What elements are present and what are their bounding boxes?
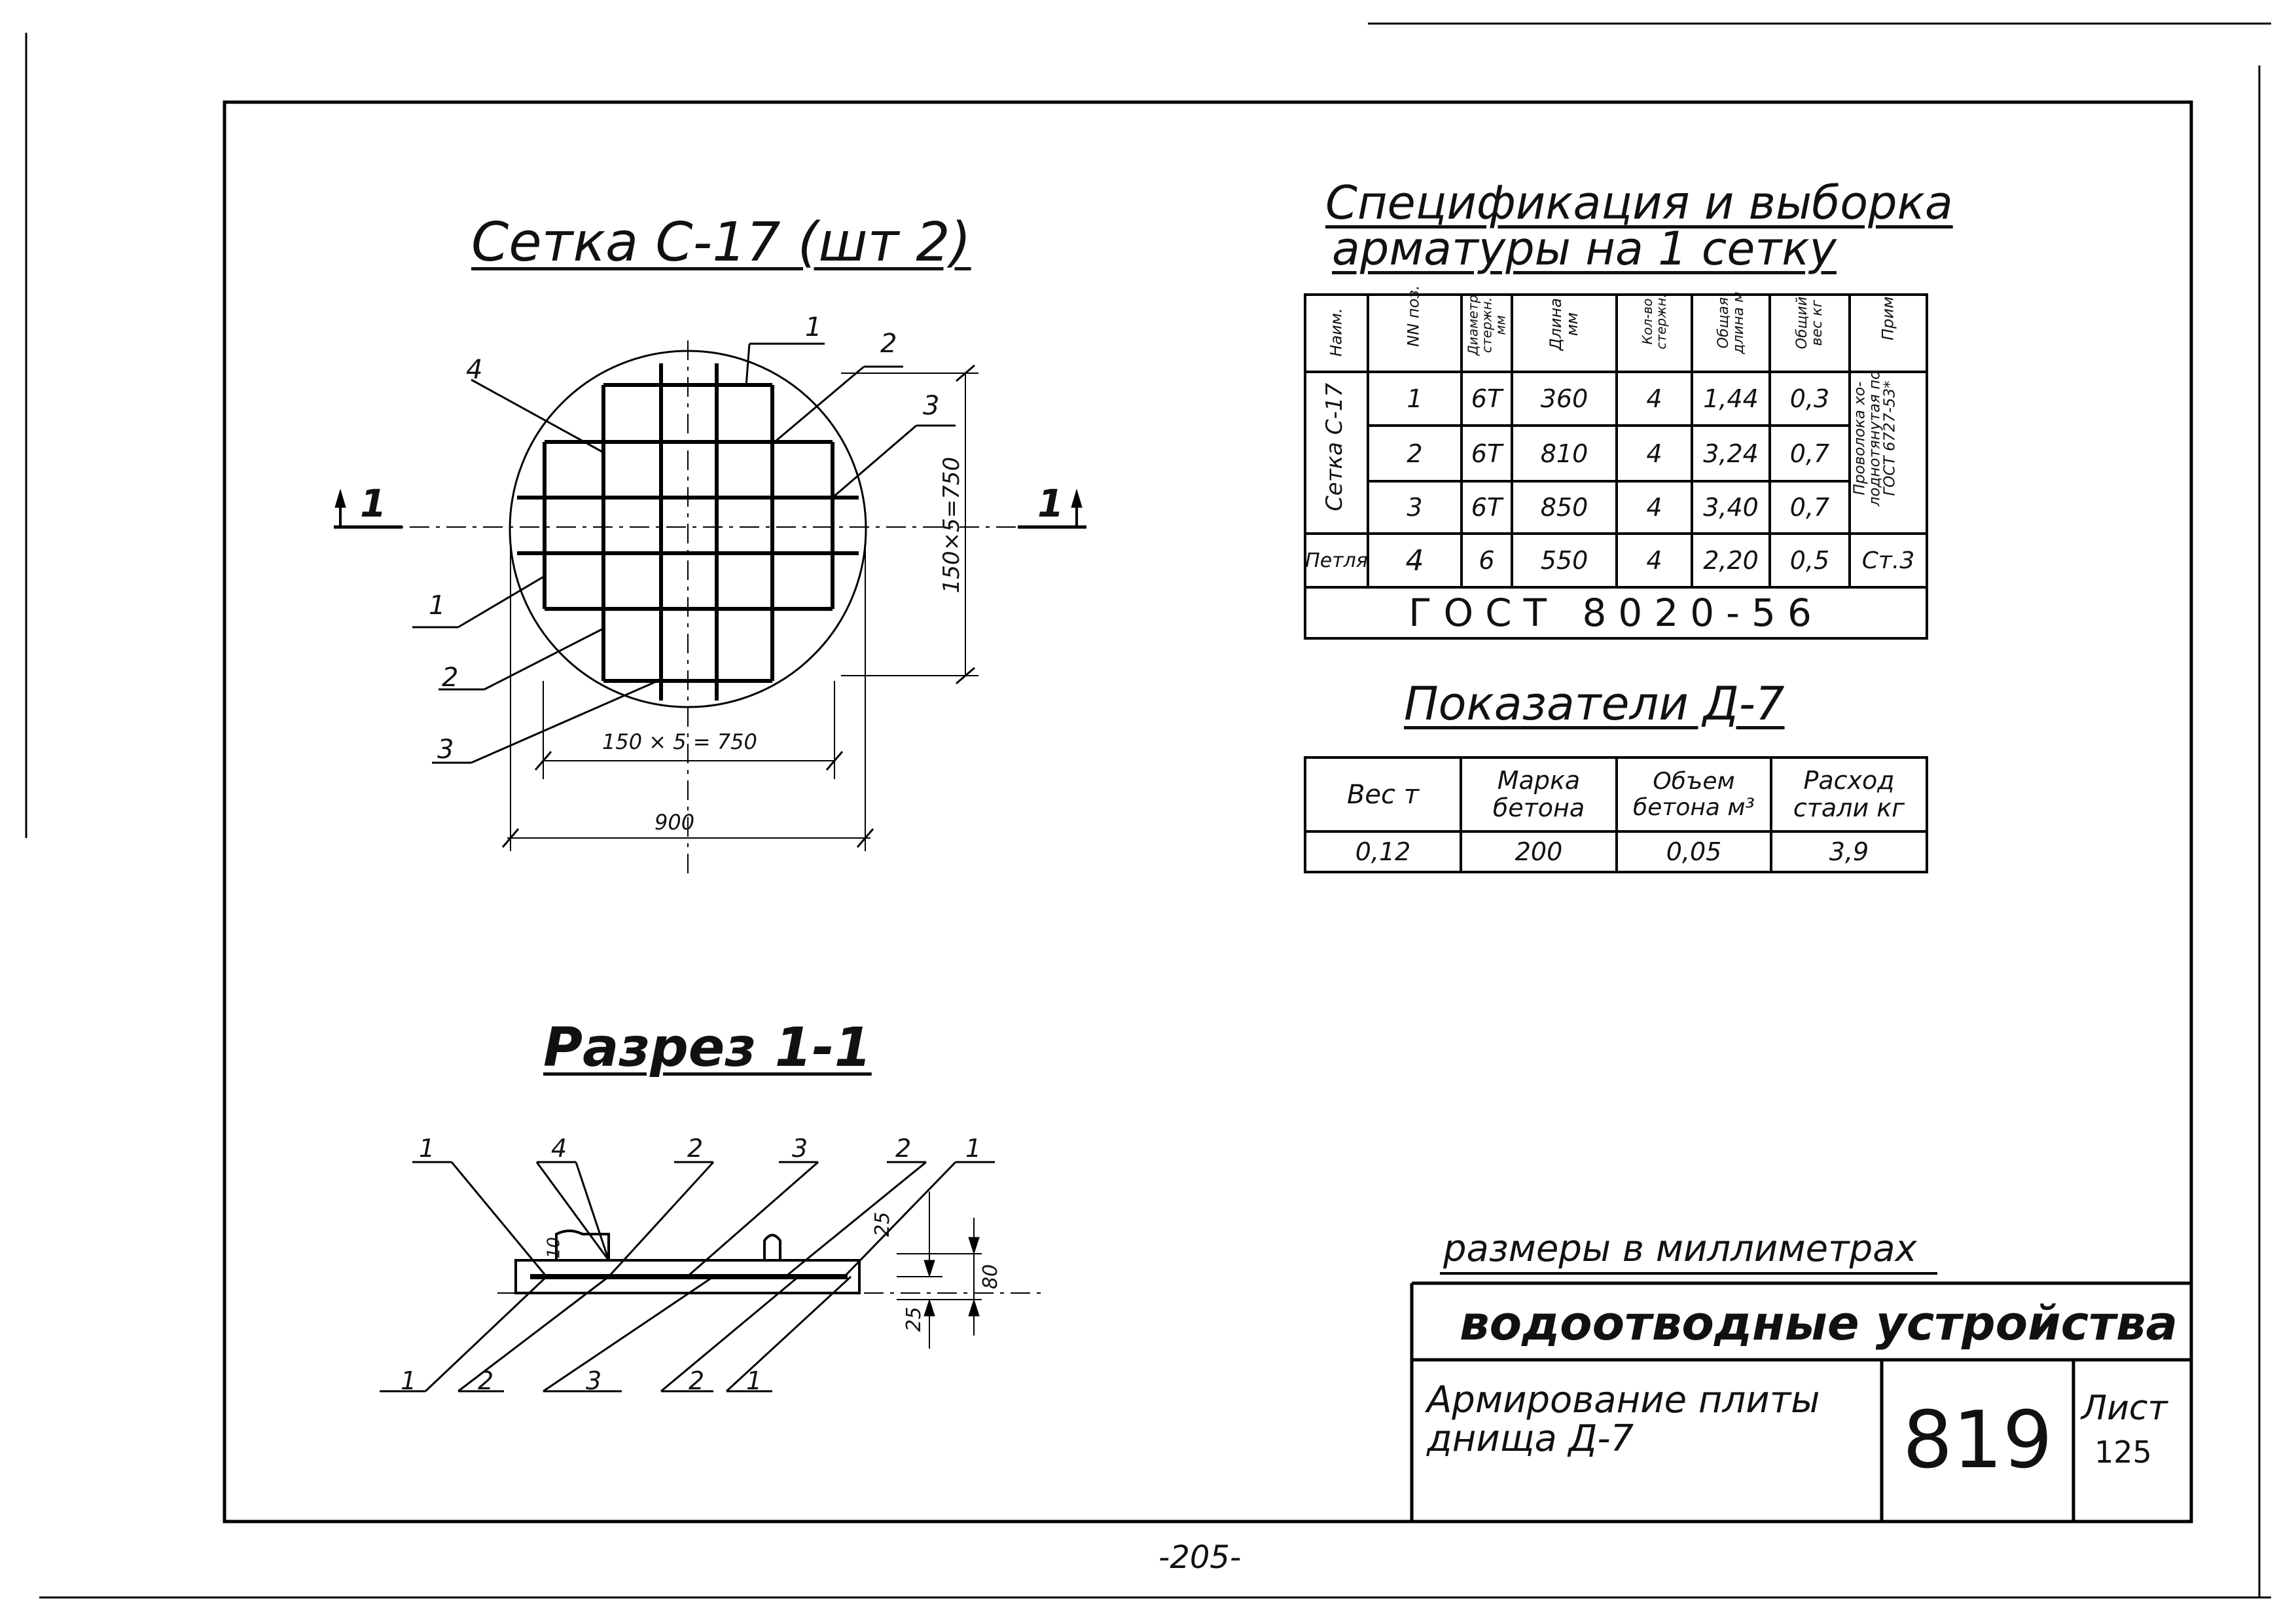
title-block-sheet-number: 125: [2094, 1434, 2152, 1470]
spec-loop-totlen: 2,20: [1703, 546, 1759, 575]
sec-top-2b: 2: [895, 1134, 912, 1163]
page-number: -205-: [1158, 1539, 1242, 1576]
sec-dim-10: 10: [544, 1237, 564, 1259]
leader-label-1b: 1: [429, 591, 446, 621]
title-block-name: Армирование плиты днища Д-7: [1427, 1379, 1820, 1460]
spec-loop-qty: 4: [1646, 546, 1662, 575]
sec-bot-1: 1: [401, 1366, 417, 1395]
spec-header-qty: Кол-во стержн.: [1640, 293, 1669, 350]
ind-value-volume: 0,05: [1666, 837, 1722, 866]
sec-dim-25-bottom: 25: [903, 1306, 926, 1332]
ind-header-steel: Расход стали кг: [1793, 765, 1905, 822]
spec-title-line1: Спецификация и выборка: [1325, 176, 1953, 230]
leader-label-1: 1: [805, 312, 822, 342]
spec-r2-pos: 2: [1407, 439, 1423, 468]
leader-label-2b: 2: [442, 663, 459, 693]
spec-r1-weight: 0,3: [1789, 384, 1830, 413]
spec-header-name: Наим.: [1327, 308, 1346, 357]
sec-dim-80: 80: [979, 1264, 1003, 1290]
dim-vertical: 150×5=750: [939, 456, 965, 594]
leader-label-2: 2: [880, 329, 897, 359]
spec-header-note: Прим.: [1878, 291, 1897, 340]
spec-r2-weight: 0,7: [1789, 439, 1830, 468]
spec-header-weight: Общий вес кг: [1793, 297, 1825, 350]
sec-top-3: 3: [792, 1134, 808, 1163]
title-block-sheet-label: Лист: [2081, 1389, 2168, 1428]
title-block-number: 819: [1902, 1395, 2053, 1486]
mesh-title: Сетка С-17 (шт 2): [471, 211, 971, 274]
section-mark-left: 1: [360, 481, 387, 526]
spec-r3-len: 850: [1540, 493, 1588, 522]
spec-r2-qty: 4: [1646, 439, 1662, 468]
sec-dim-25-top: 25: [871, 1211, 895, 1237]
indicators-title: Показатели Д-7: [1404, 677, 1785, 731]
spec-r3-weight: 0,7: [1789, 493, 1830, 522]
ind-header-volume: Объем бетона м³: [1633, 767, 1755, 821]
ind-header-grade: Марка бетона: [1492, 765, 1585, 822]
units-note: размеры в миллиметрах: [1443, 1228, 1917, 1270]
title-block-category: водоотводные устройства: [1460, 1296, 2178, 1351]
sec-top-1b: 1: [965, 1134, 982, 1163]
section-mark-right: 1: [1037, 481, 1064, 526]
spec-loop-diam: 6: [1479, 546, 1495, 575]
sec-bot-3: 3: [586, 1366, 602, 1395]
spec-note-wire: Проволока хо-лоднотянутая по ГОСТ 6727-53*: [1851, 370, 1899, 507]
spec-r2-totlen: 3,24: [1703, 439, 1759, 468]
spec-gost: ГОСТ 8020-56: [1408, 591, 1823, 635]
section-title: Разрез 1-1: [543, 1017, 872, 1079]
spec-header-totlen: Общая длина м: [1715, 291, 1747, 354]
spec-r3-totlen: 3,40: [1703, 493, 1759, 522]
spec-r1-qty: 4: [1646, 384, 1662, 413]
spec-r1-totlen: 1,44: [1703, 384, 1759, 413]
spec-r2-diam: 6Т: [1471, 439, 1503, 468]
spec-loop-pos: 4: [1405, 543, 1424, 577]
sec-top-2: 2: [687, 1134, 704, 1163]
leader-label-3: 3: [923, 391, 940, 421]
section-drawing: [380, 1162, 1047, 1395]
spec-r3-diam: 6Т: [1471, 493, 1503, 522]
mesh-plan: [334, 340, 1086, 877]
sec-top-4: 4: [551, 1134, 567, 1163]
leader-label-3b: 3: [437, 735, 454, 765]
spec-r1-len: 360: [1540, 384, 1588, 413]
spec-r1-diam: 6Т: [1471, 384, 1503, 413]
ind-value-grade: 200: [1515, 837, 1563, 866]
dim-total: 900: [655, 810, 695, 835]
spec-loop-name: Петля: [1305, 549, 1368, 572]
dim-inner: 150 × 5 = 750: [602, 729, 757, 754]
spec-group-label: Сетка С-17: [1321, 382, 1348, 511]
spec-title-line2: арматуры на 1 сетку: [1332, 222, 1837, 276]
spec-r2-len: 810: [1540, 439, 1588, 468]
leader-label-4: 4: [466, 355, 483, 385]
spec-r1-pos: 1: [1407, 384, 1423, 413]
spec-header-diam: Диаметр стержн. мм: [1465, 295, 1509, 356]
sec-bot-1b: 1: [746, 1366, 762, 1395]
spec-loop-note: Ст.3: [1861, 547, 1915, 574]
spec-r3-qty: 4: [1646, 493, 1662, 522]
spec-loop-weight: 0,5: [1789, 546, 1830, 575]
spec-header-pos: NN поз.: [1404, 285, 1423, 347]
spec-loop-len: 550: [1540, 546, 1588, 575]
ind-header-weight: Вес т: [1346, 779, 1420, 810]
sec-bot-2: 2: [478, 1366, 494, 1395]
ind-value-steel: 3,9: [1829, 837, 1869, 866]
sec-top-1: 1: [419, 1134, 435, 1163]
sec-bot-2b: 2: [689, 1366, 705, 1395]
ind-value-weight: 0,12: [1355, 837, 1411, 866]
spec-header-len: Длина мм: [1546, 298, 1581, 351]
spec-r3-pos: 3: [1407, 493, 1423, 522]
